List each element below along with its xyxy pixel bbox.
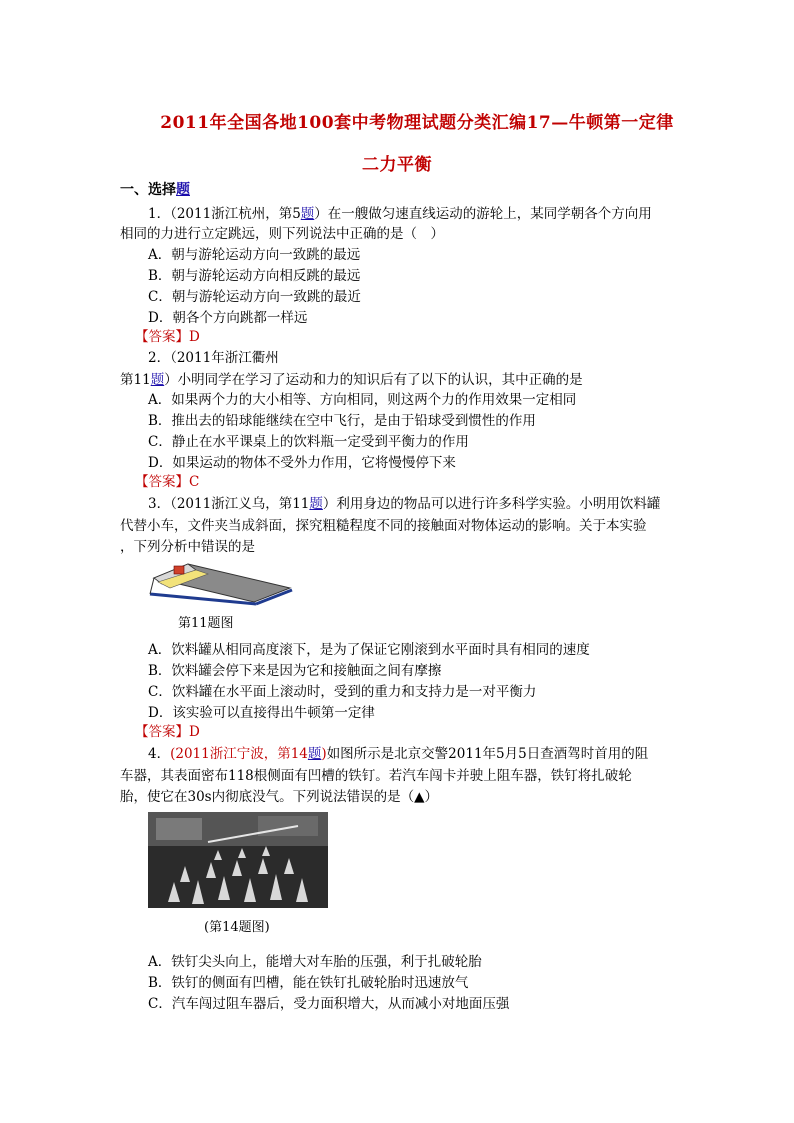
q3-answer-value: D <box>189 724 200 740</box>
q1-stem-rest: ）在一艘做匀速直线运动的游轮上，某同学朝各个方向用 <box>314 206 652 222</box>
q2-stem: 2．（2011年浙江衢州 <box>148 350 279 366</box>
q1-option-d: D．朝各个方向跳都一样远 <box>148 310 308 326</box>
q1-stem-line2: 相同的力进行立定跳远，则下列说法中正确的是（ ） <box>120 226 444 242</box>
q4-option-a: A．铁钉尖头向上，能增大对车胎的压强，利于扎破轮胎 <box>148 954 482 970</box>
q2-option-c: C．静止在水平课桌上的饮料瓶一定受到平衡力的作用 <box>148 434 469 450</box>
q4-stem <box>148 744 648 764</box>
figure-q14-road-spikes-photo <box>148 812 328 908</box>
q3-option-b: B．饮料罐会停下来是因为它和接触面之间有摩擦 <box>148 663 442 679</box>
q3-prefix: 3．（2011浙江义乌，第11 <box>148 496 310 512</box>
q4-source-close: ) <box>321 746 327 762</box>
q3-answer <box>135 722 200 742</box>
q1-option-a: A．朝与游轮运动方向一致跳的最远 <box>148 247 361 263</box>
q4-stem-line2: 车器，其表面密布118根侧面有凹槽的铁钉。若汽车闯卡并驶上阻车器，铁钉将扎破轮 <box>120 768 632 784</box>
section-heading <box>120 180 190 200</box>
q3-figure-caption: 第11题图 <box>178 616 234 631</box>
q1-prefix: 1．（2011浙江杭州，第5 <box>148 206 301 222</box>
q2-line2-rest: ）小明同学在学习了运动和力的知识后有了以下的认识，其中正确的是 <box>164 372 583 388</box>
q2-option-a: A．如果两个力的大小相等、方向相同，则这两个力的作用效果一定相同 <box>148 392 577 408</box>
q3-link[interactable]: 题 <box>309 496 323 512</box>
q3-option-c: C．饮料罐在水平面上滚动时，受到的重力和支持力是一对平衡力 <box>148 684 537 700</box>
q4-stem-rest: 如图所示是北京交警2011年5月5日查酒驾时首用的阻 <box>326 746 649 762</box>
q3-stem-line3: ，下列分析中错误的是 <box>120 539 255 555</box>
q4-option-b: B．铁钉的侧面有凹槽，能在铁钉扎破轮胎时迅速放气 <box>148 975 469 991</box>
q3-stem <box>148 494 660 514</box>
q2-line2-prefix: 第11 <box>120 372 151 388</box>
q1-option-b: B．朝与游轮运动方向相反跳的最远 <box>148 268 361 284</box>
q1-option-c: C．朝与游轮运动方向一致跳的最近 <box>148 289 361 305</box>
q4-number: 4． <box>148 746 171 762</box>
figure-q11-incline-image <box>148 560 294 606</box>
q4-option-c: C．汽车闯过阻车器后，受力面积增大，从而减小对地面压强 <box>148 996 510 1012</box>
q3-option-a: A．饮料罐从相同高度滚下，是为了保证它刚滚到水平面时具有相同的速度 <box>148 642 590 658</box>
q2-answer-value: C <box>189 474 200 490</box>
q4-stem-line3: 胎，使它在30s内彻底没气。下列说法错误的是（▲） <box>120 789 438 805</box>
q2-option-d: D．如果运动的物体不受外力作用，它将慢慢停下来 <box>148 455 456 471</box>
q4-link[interactable]: 题 <box>307 746 322 762</box>
q4-figure-caption: (第14题图) <box>204 920 270 935</box>
q3-answer-label: 【答案】 <box>135 724 189 740</box>
section-label: 一、选择 <box>120 182 176 198</box>
section-link[interactable]: 题 <box>176 182 190 198</box>
q2-stem-line2 <box>120 370 583 390</box>
q1-link[interactable]: 题 <box>300 206 315 222</box>
q2-link[interactable]: 题 <box>150 372 165 388</box>
q2-answer-label: 【答案】 <box>135 474 189 490</box>
q3-stem-line2: 代替小车，文件夹当成斜面，探究粗糙程度不同的接触面对物体运动的影响。关于本实验 <box>120 518 647 534</box>
q1-answer-label: 【答案】 <box>135 329 189 345</box>
q4-source: (2011浙江宁波，第14 <box>170 746 308 762</box>
q2-answer <box>135 472 199 492</box>
q1-answer <box>135 327 200 347</box>
q2-option-b: B．推出去的铅球能继续在空中飞行，是由于铅球受到惯性的作用 <box>148 413 536 429</box>
q3-option-d: D．该实验可以直接得出牛顿第一定律 <box>148 705 375 721</box>
document-title: 2011年全国各地100套中考物理试题分类汇编17—牛顿第一定律 <box>160 113 674 133</box>
q1-stem <box>148 204 652 224</box>
document-subtitle: 二力平衡 <box>362 155 432 175</box>
q3-stem-rest: ）利用身边的物品可以进行许多科学实验。小明用饮料罐 <box>322 496 661 512</box>
q1-answer-value: D <box>189 329 200 345</box>
